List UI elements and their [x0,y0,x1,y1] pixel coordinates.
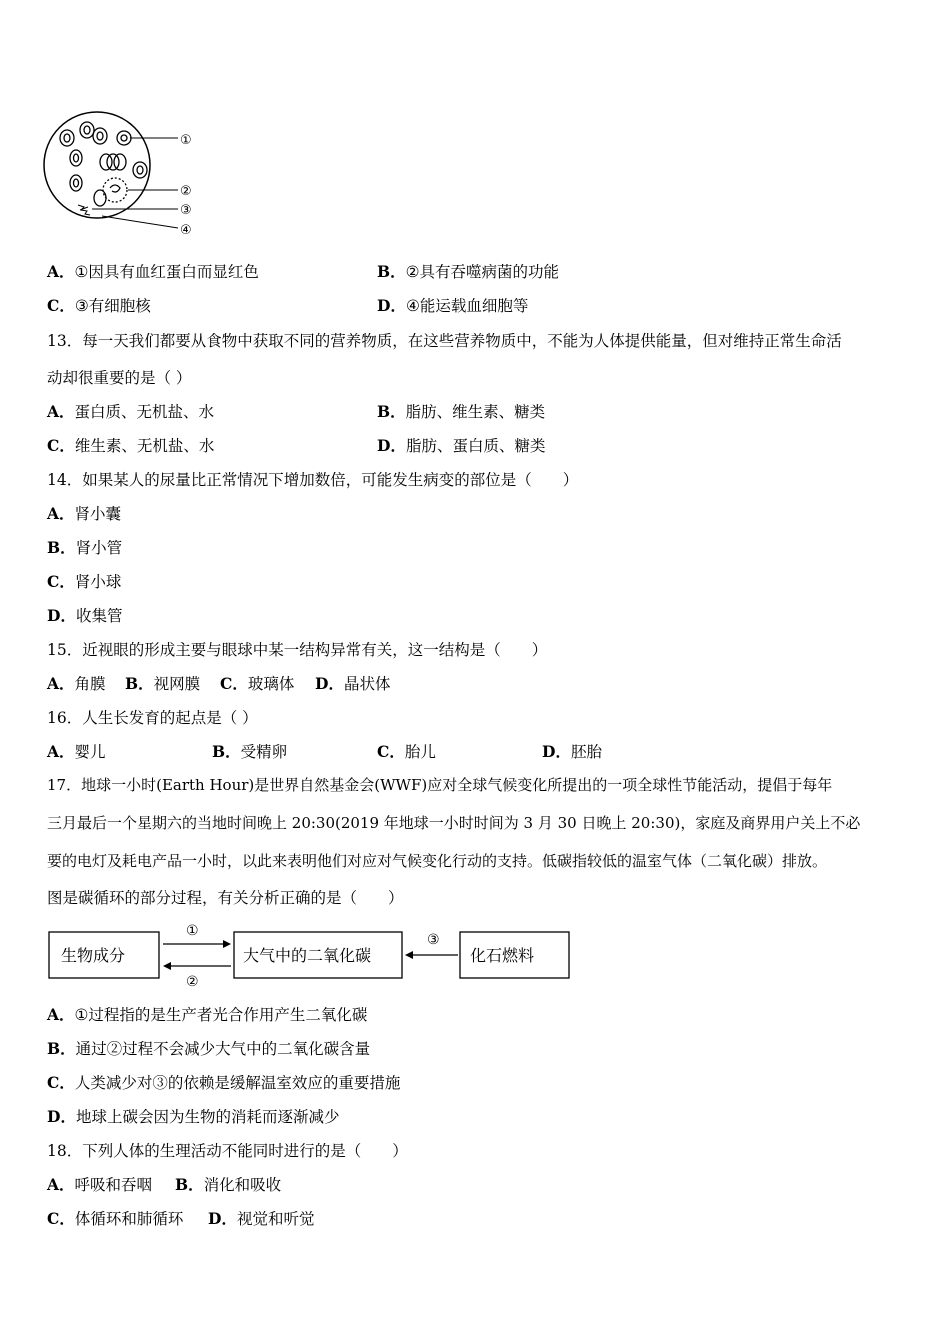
q14-option-c[interactable]: C．肾小球 [47,572,122,591]
q18-option-d[interactable]: D．视觉和听觉 [208,1209,315,1228]
q15-option-d[interactable]: D．晶状体 [315,674,391,693]
marker-3: ③ [180,203,192,218]
q15-stem: 15．近视眼的形成主要与眼球中某一结构异常有关，这一结构是（ ） [47,641,548,659]
blood-smear-figure [40,110,210,245]
box-atmospheric-co2: 大气中的二氧化碳 [243,946,372,965]
arrow-label-3: ③ [427,932,440,948]
q12-option-b[interactable]: B．②具有吞噬病菌的功能 [377,262,560,281]
q13-stem-line2: 动却很重要的是（ ） [47,369,192,387]
marker-1: ① [180,133,192,148]
q13-option-d[interactable]: D．脂肪、蛋白质、糖类 [377,436,546,455]
q14-option-a[interactable]: A．肾小囊 [47,504,122,523]
q12-option-a[interactable]: A．①因具有血红蛋白而显红色 [47,262,259,281]
marker-2: ② [180,184,192,199]
q16-option-a[interactable]: A．婴儿 [47,742,106,761]
q16-stem: 16．人生长发育的起点是（ ） [47,709,258,727]
q15-option-a[interactable]: A．角膜 [47,674,106,693]
q17-stem-line2: 三月最后一个星期六的当地时间晚上 20:30(2019 年地球一小时时间为 3 月 30 日晚上 20:30)，家庭及商界用户关上不必 [47,814,861,832]
q18-option-b[interactable]: B．消化和吸收 [175,1175,282,1194]
q17-option-a[interactable]: A．①过程指的是生产者光合作用产生二氧化碳 [47,1005,368,1024]
q18-option-a[interactable]: A．呼吸和吞咽 [47,1175,153,1194]
q12-option-d[interactable]: D．④能运载血细胞等 [377,296,529,315]
arrow-label-2: ② [186,974,199,990]
q16-option-c[interactable]: C．胎儿 [377,742,436,761]
q17-stem-line1: 17．地球一小时(Earth Hour)是世界自然基金会(WWF)应对全球气候变化所提出的一项全球性节能活动，提倡于每年 [47,776,833,794]
q14-option-d[interactable]: D．收集管 [47,606,123,625]
q17-stem-line4: 图是碳循环的部分过程，有关分析正确的是（ ） [47,889,404,907]
q14-option-b[interactable]: B．肾小管 [47,538,123,557]
arrow-label-1: ① [186,923,199,939]
q17-option-d[interactable]: D．地球上碳会因为生物的消耗而逐渐减少 [47,1107,340,1126]
q13-option-a[interactable]: A．蛋白质、无机盐、水 [47,402,215,421]
q15-option-c[interactable]: C．玻璃体 [220,674,295,693]
q13-option-b[interactable]: B．脂肪、维生素、糖类 [377,402,546,421]
q18-option-c[interactable]: C．体循环和肺循环 [47,1209,184,1228]
q17-stem-line3: 要的电灯及耗电产品一小时，以此来表明他们对应对气候变化行动的支持。低碳指较低的温室气体（二氧化碳）排放。 [47,852,828,870]
carbon-cycle-diagram [45,918,575,990]
q18-stem: 18．下列人体的生理活动不能同时进行的是（ ） [47,1142,408,1160]
q13-option-c[interactable]: C．维生素、无机盐、水 [47,436,215,455]
q17-option-c[interactable]: C．人类减少对③的依赖是缓解温室效应的重要措施 [47,1073,401,1092]
marker-4: ④ [180,223,192,238]
q16-option-d[interactable]: D．胚胎 [542,742,602,761]
box-biological-component: 生物成分 [61,946,126,965]
q14-stem: 14．如果某人的尿量比正常情况下增加数倍，可能发生病变的部位是（ ） [47,471,579,489]
q17-option-b[interactable]: B．通过②过程不会减少大气中的二氧化碳含量 [47,1039,371,1058]
q16-option-b[interactable]: B．受精卵 [212,742,288,761]
q15-option-b[interactable]: B．视网膜 [125,674,201,693]
q13-stem-line1: 13．每一天我们都要从食物中获取不同的营养物质，在这些营养物质中，不能为人体提供能量，但对维持正常生命活 [47,332,842,350]
q12-option-c[interactable]: C．③有细胞核 [47,296,151,315]
box-fossil-fuel: 化石燃料 [470,946,535,965]
